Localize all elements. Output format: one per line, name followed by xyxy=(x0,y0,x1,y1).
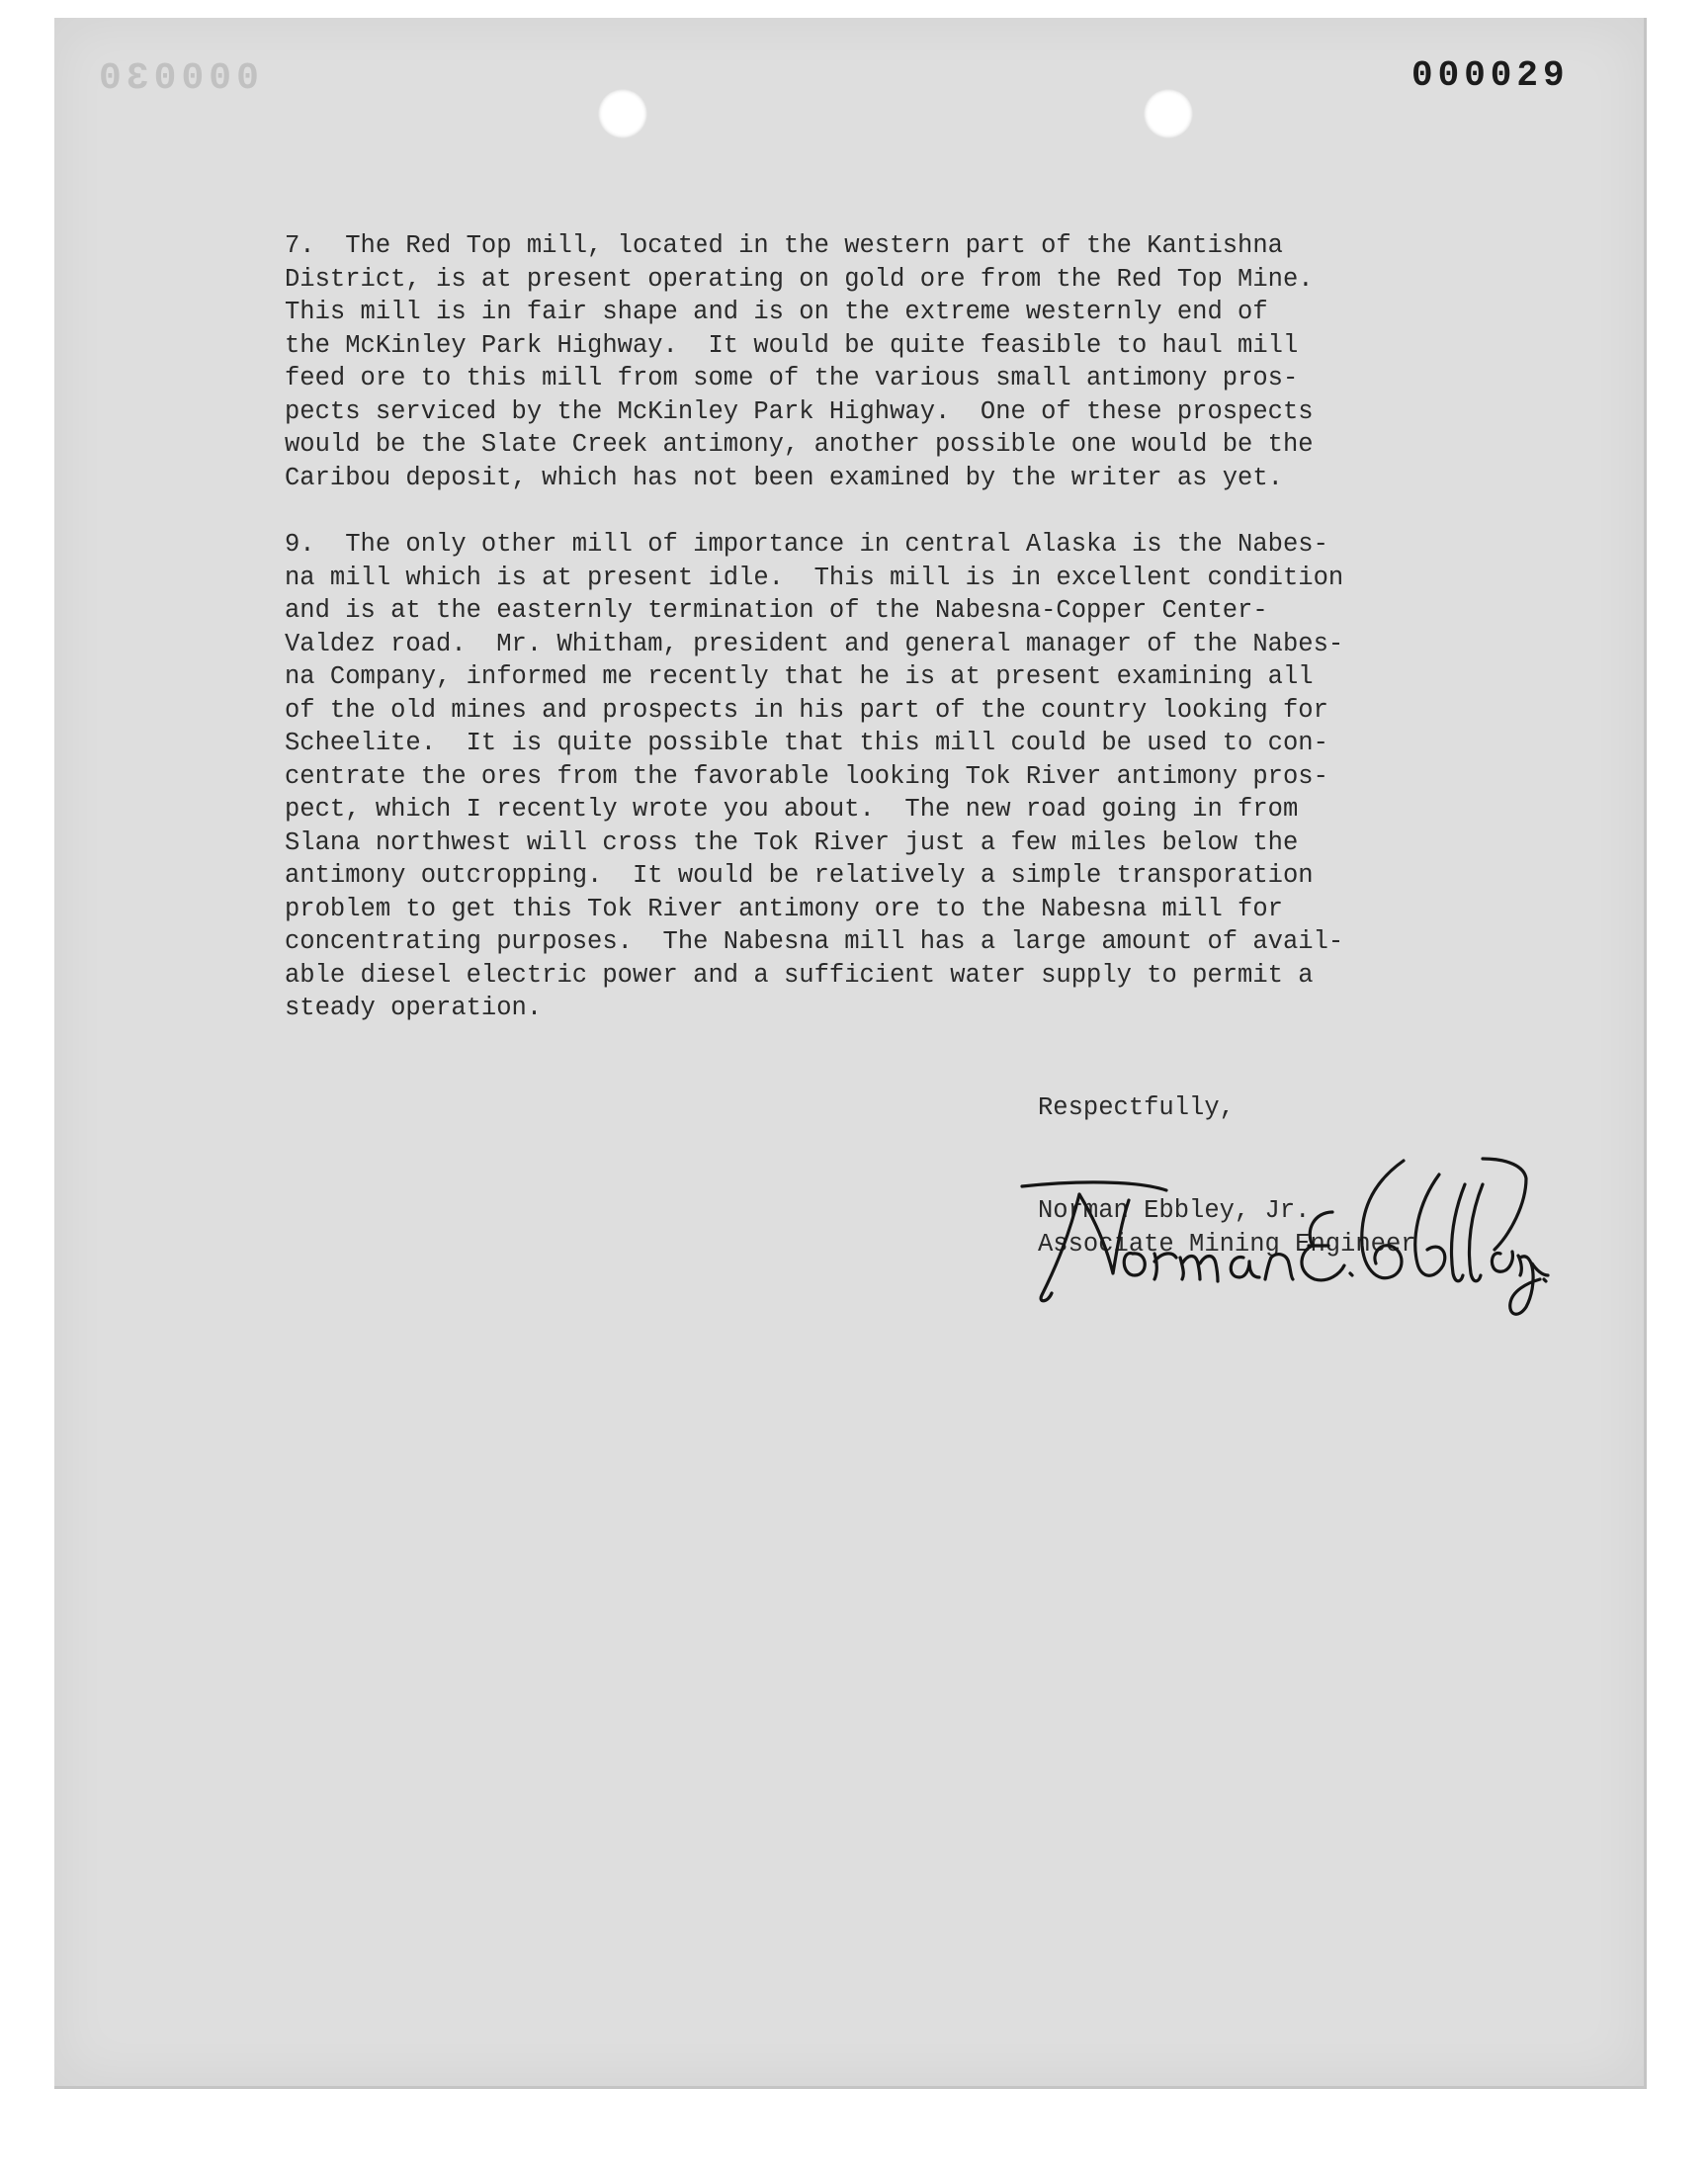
paragraph-9: 9. The only other mill of importance in central Alaska is the Nabes- na mill which is at present idle. This mill is in excellent condition and is at the easternly termination of the Nabesna-Copper Center- Valdez road. Mr. Whitham, president and general manager of the Nabes- na Company, informed me recently that he is at present examining all of the old mines and prospects in his part of the country looking for Scheelite. It is quite possible that this mill could be used to con- centrate the ores from the favorable looking Tok River antimony pros- pect, which I recently wrote you about. The new road going in from Slana northwest will cross the Tok River just a few miles below the antimony outcropping. It would be relatively a simple transporation problem to get this Tok River antimony ore to the Nabesna mill for concentrating purposes. The Nabesna mill has a large amount of avail- able diesel electric power and a sufficient water supply to permit a steady operation. xyxy=(285,530,1344,1022)
punch-hole-left xyxy=(598,89,647,138)
signer-title: Associate Mining Engineer xyxy=(1038,1230,1416,1259)
bleed-through-page-number: 000030 xyxy=(94,57,259,100)
punch-hole-right xyxy=(1144,89,1193,138)
handwritten-signature xyxy=(1018,1155,1552,1323)
page-number: 000029 xyxy=(1411,55,1570,96)
closing-salutation: Respectfully, xyxy=(1038,1093,1235,1122)
signer-name: Norman Ebbley, Jr. xyxy=(1038,1196,1311,1225)
paragraph-7: 7. The Red Top mill, located in the western part of the Kantishna District, is at present operating on gold ore from the Red Top Mine. This mill is in fair shape and is on the extreme westernly end of the McKinley Park Highway. It would be quite feasible to haul mill feed ore to this mill from some of the various small antimony pros- pects serviced by the McKinley Park Highway. One of these prospects would be the Slate Creek antimony, another possible one would be the Caribou deposit, which has not been examined by the writer as yet. xyxy=(285,231,1314,492)
letter-body xyxy=(285,229,1471,1059)
